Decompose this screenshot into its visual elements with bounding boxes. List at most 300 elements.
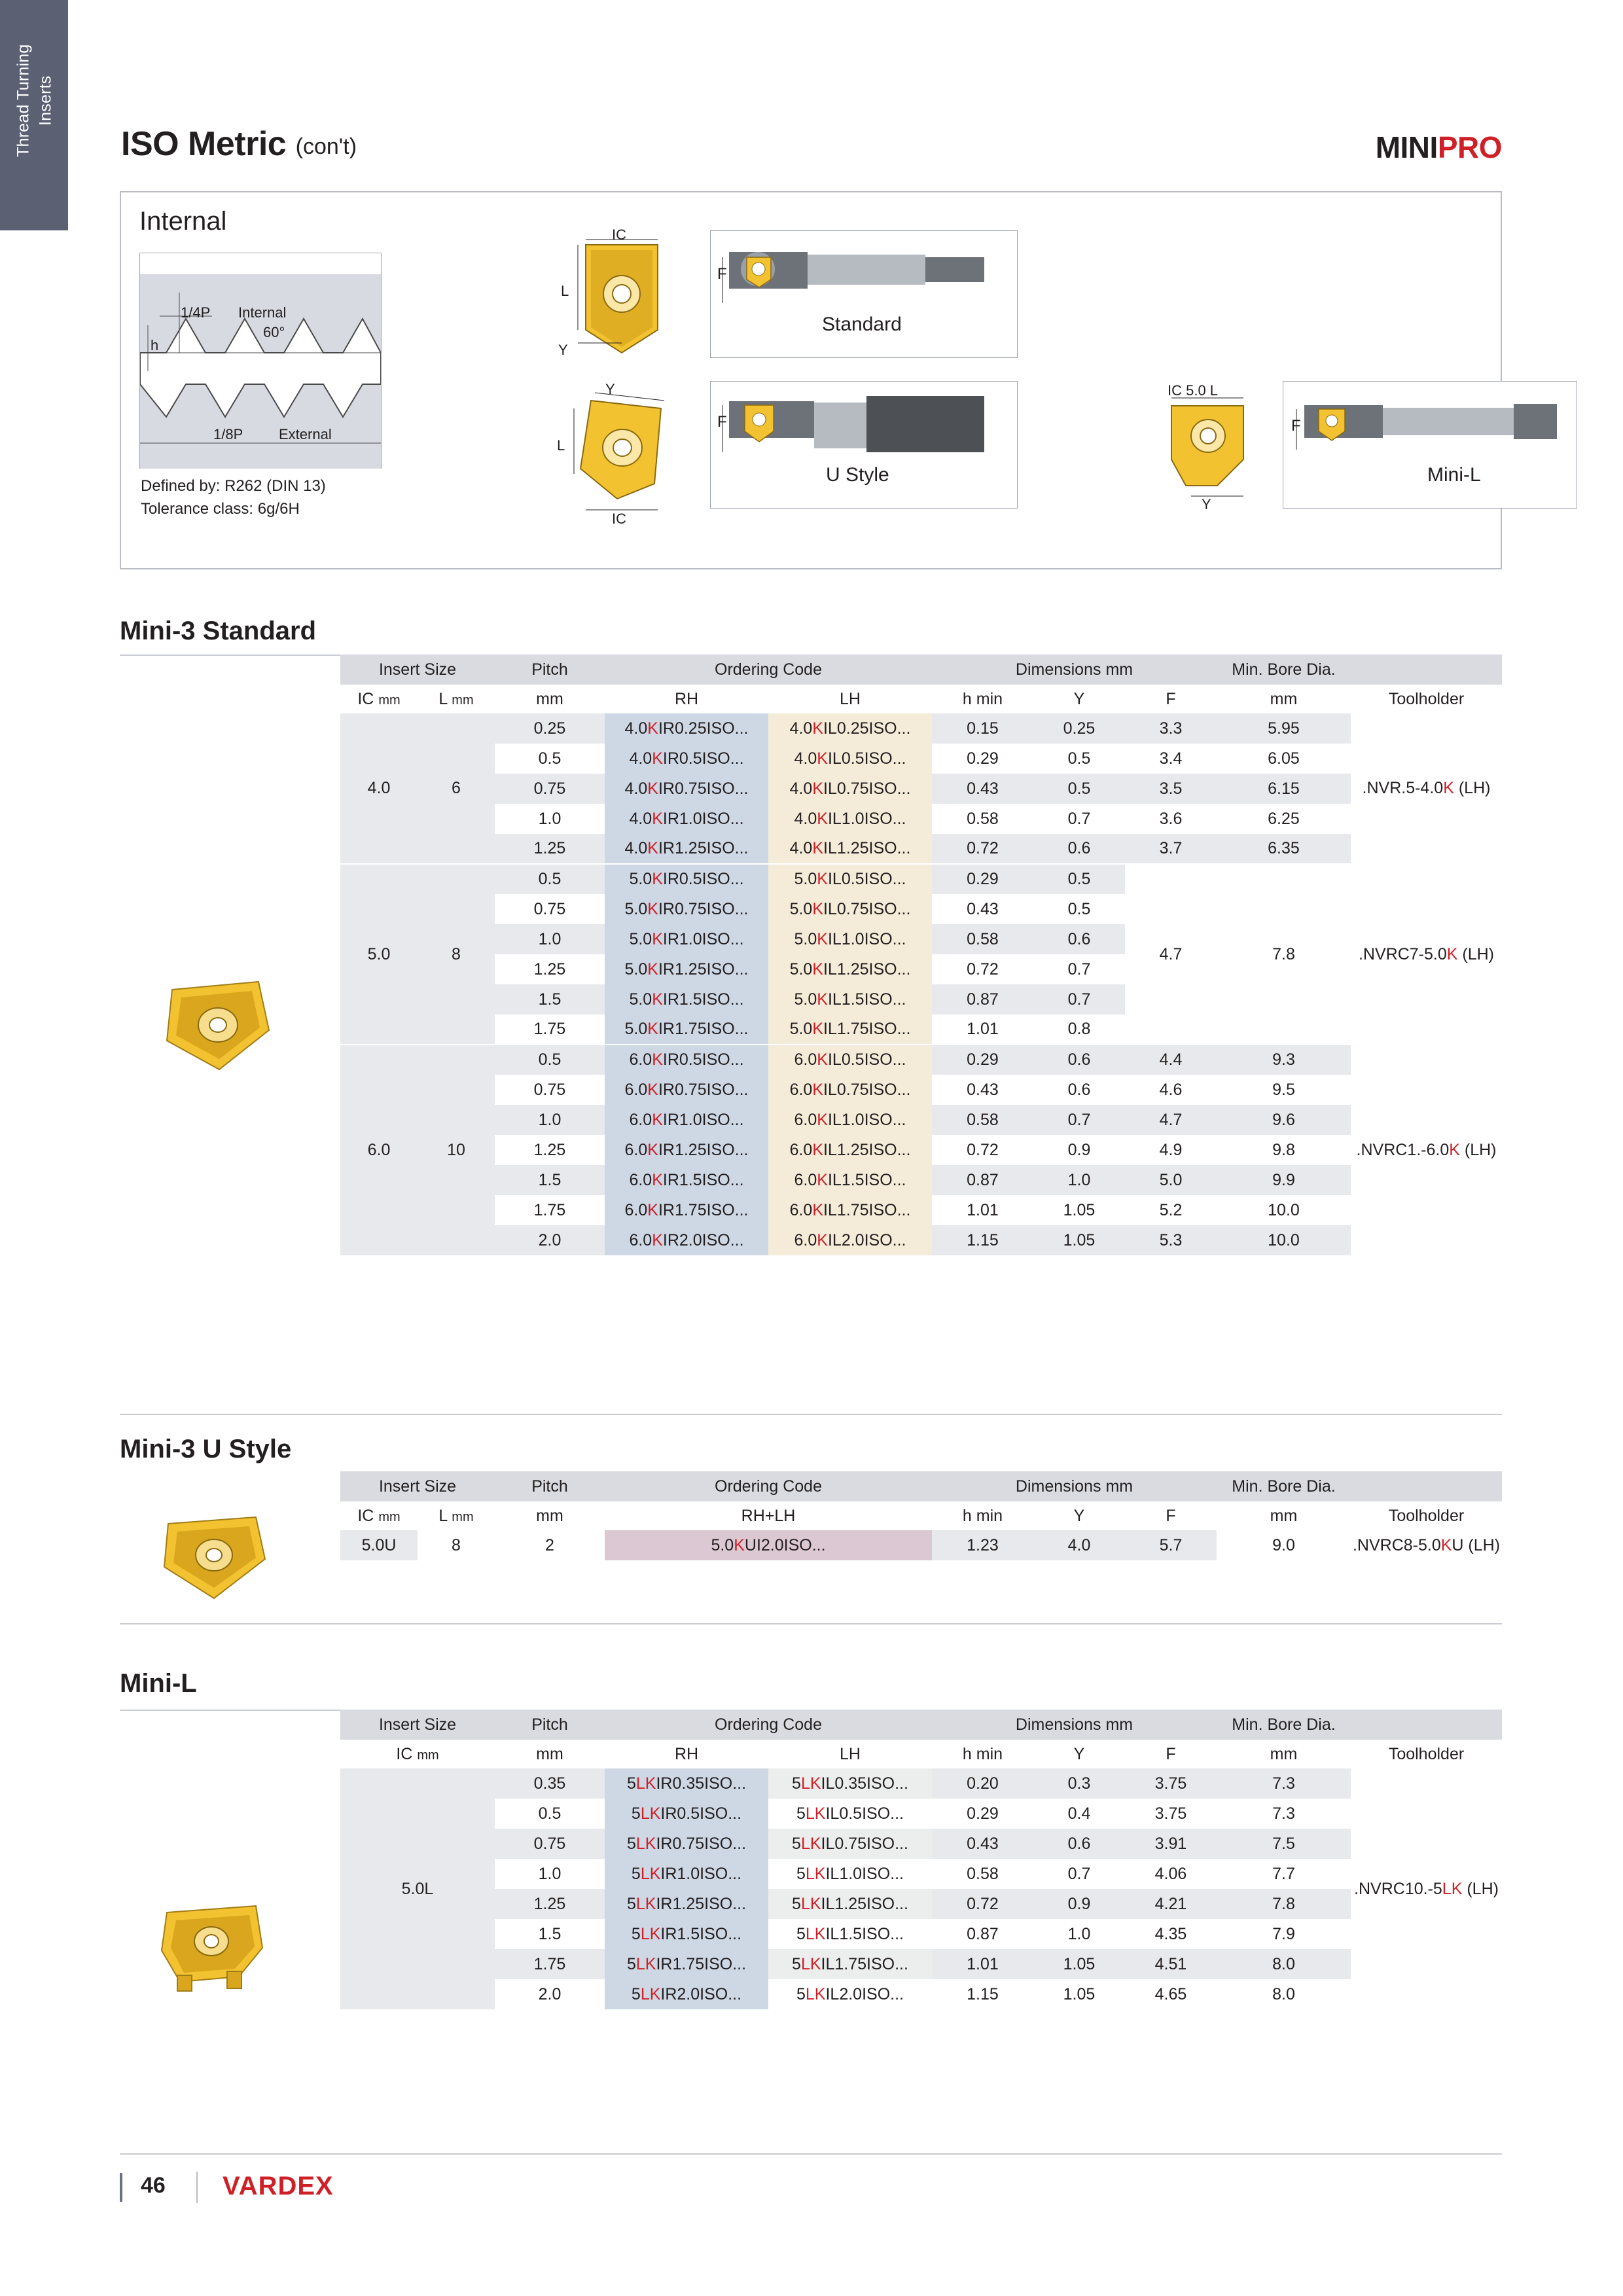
th-min-bore: Min. Bore Dia. — [1217, 655, 1351, 685]
cell-rh: 6.0KIR1.25ISO... — [605, 1135, 768, 1165]
th-pitch: Pitch — [495, 1710, 605, 1740]
insert-thumb-minil — [141, 1885, 285, 2003]
cell-hmin: 0.72 — [967, 960, 999, 978]
cell-bore: 7.8 — [1217, 864, 1351, 1045]
cell-y: 0.5 — [1067, 749, 1091, 768]
cell-rh: 4.0KIR1.0ISO... — [605, 804, 768, 834]
th-pitch: Pitch — [495, 1471, 605, 1501]
cell-hmin: 0.20 — [932, 1768, 1033, 1799]
th-ic-text: IC — [357, 689, 374, 708]
cell-hmin: 0.29 — [967, 1804, 999, 1823]
cell-hmin: 0.43 — [932, 1829, 1033, 1859]
th-toolholder: Toolholder — [1351, 1501, 1502, 1530]
cell-rh: 4.0KIR0.75ISO... — [605, 774, 768, 804]
cell-f: 4.65 — [1154, 1984, 1187, 2003]
cell-pitch: 1.0 — [538, 1864, 562, 1883]
label-ic-2: IC — [612, 511, 626, 527]
cell-rh: 5.0KIR0.75ISO... — [605, 894, 768, 924]
section-heading-minil: Mini-L — [120, 1669, 197, 1698]
cell-y: 0.7 — [1033, 984, 1125, 1014]
table-header-group-row — [340, 655, 1502, 685]
brand-pro: PRO — [1437, 130, 1502, 164]
cell-ic: 5.0 — [340, 864, 418, 1045]
page-title-main: ISO Metric — [121, 125, 287, 163]
cell-lh: 5LKIL1.25ISO... — [768, 1889, 932, 1919]
cell-y: 0.6 — [1067, 1080, 1091, 1099]
table-row — [340, 834, 1502, 864]
th-ordering-code: Ordering Code — [605, 655, 932, 685]
th-pitch: Pitch — [495, 655, 605, 685]
table-minil — [340, 1710, 1502, 2009]
cell-l: 10 — [418, 1045, 495, 1255]
cell-bore: 8.0 — [1272, 1984, 1295, 2003]
th-ordering-code: Ordering Code — [605, 1471, 932, 1501]
insert-thumb-ustyle — [141, 1499, 285, 1610]
th-min-bore: Min. Bore Dia. — [1217, 1710, 1351, 1740]
cell-f: 4.21 — [1125, 1889, 1217, 1919]
table-header-group-row — [340, 1710, 1502, 1740]
cell-f: 4.9 — [1159, 1140, 1183, 1159]
cell-lh: 5.0KIL1.75ISO... — [768, 1014, 932, 1045]
cell-hmin: 0.29 — [932, 864, 1033, 894]
insert-diagram-standard — [540, 226, 690, 376]
cell-f: 4.7 — [1125, 1105, 1217, 1135]
cell-bore: 7.3 — [1217, 1768, 1351, 1799]
th-insert-size: Insert Size — [340, 1471, 495, 1501]
cell-f: 3.7 — [1125, 834, 1217, 864]
cell-y: 0.25 — [1033, 713, 1125, 744]
cell-f: 4.51 — [1125, 1949, 1217, 1979]
cell-hmin: 0.87 — [967, 1924, 999, 1943]
th-dimensions: Dimensions mm — [932, 1710, 1217, 1740]
cell-lh: 5LKIL1.75ISO... — [768, 1949, 932, 1979]
internal-caption-line1: Defined by: R262 (DIN 13) — [141, 477, 326, 495]
cell-rh: 6.0KIR0.5ISO... — [605, 1045, 768, 1075]
cell-y: 0.9 — [1033, 1889, 1125, 1919]
th-pitch-mm: mm — [495, 1740, 605, 1768]
cell-pitch: 1.0 — [538, 809, 562, 828]
cell-bore: 7.8 — [1217, 1889, 1351, 1919]
cell-y: 0.6 — [1033, 924, 1125, 954]
table-row — [340, 1949, 1502, 1979]
cell-bore: 9.8 — [1272, 1140, 1295, 1159]
table-row — [340, 804, 1502, 834]
cell-toolholder: .NVRC7-5.0K (LH) — [1351, 864, 1502, 1045]
cell-y: 0.5 — [1067, 899, 1091, 918]
cell-pitch: 0.25 — [495, 713, 605, 744]
th-insert-size: Insert Size — [340, 1710, 495, 1740]
label-l-2: L — [557, 437, 565, 454]
cell-pitch: 1.25 — [495, 1889, 605, 1919]
cell-f: 3.75 — [1125, 1768, 1217, 1799]
cell-y: 1.05 — [1033, 1225, 1125, 1255]
cell-bore: 9.3 — [1217, 1045, 1351, 1075]
cell-bore: 7.3 — [1272, 1804, 1295, 1823]
table-header-sub-row — [340, 685, 1502, 713]
cell-lh: 5LKIL1.5ISO... — [796, 1924, 904, 1943]
cell-hmin: 0.29 — [967, 749, 999, 768]
cell-lh: 4.0KIL0.75ISO... — [768, 774, 932, 804]
cell-lh: 5.0KIL0.75ISO... — [768, 894, 932, 924]
cell-f: 3.5 — [1125, 774, 1217, 804]
th-toolholder-spacer — [1351, 1471, 1502, 1501]
cell-bore: 9.0 — [1272, 1535, 1295, 1554]
cell-rh: 6.0KIR1.5ISO... — [605, 1165, 768, 1195]
toolholder-ustyle-diagram — [710, 381, 1018, 509]
label-y-2: Y — [605, 381, 615, 397]
cell-ic: 5.0L — [340, 1768, 495, 2009]
cell-lh: 5LKIL0.75ISO... — [768, 1829, 932, 1859]
table-row — [340, 1829, 1502, 1859]
table-header-sub-row — [340, 1740, 1502, 1768]
cell-hmin: 0.72 — [967, 1140, 999, 1159]
cell-rh: 5.0KIR1.0ISO... — [605, 924, 768, 954]
thread-profile-diagram — [139, 253, 382, 469]
cell-pitch: 0.75 — [495, 774, 605, 804]
cell-bore: 7.9 — [1272, 1924, 1295, 1943]
table-row — [340, 713, 1502, 744]
th-y: Y — [1033, 1740, 1125, 1768]
cell-pitch: 1.0 — [495, 924, 605, 954]
cell-lh: 5.0KIL1.0ISO... — [768, 924, 932, 954]
cell-bore: 10.0 — [1217, 1225, 1351, 1255]
th-f: F — [1125, 685, 1217, 713]
th-ic: IC mm — [340, 1740, 495, 1768]
th-l — [418, 685, 495, 713]
table-header-group-row — [340, 1471, 1502, 1501]
insert-diagram-ustyle — [540, 382, 697, 529]
cell-pitch: 1.25 — [533, 1140, 566, 1159]
cell-bore: 6.25 — [1268, 809, 1300, 828]
cell-y: 0.7 — [1067, 960, 1091, 978]
table-mini3-ustyle — [340, 1471, 1502, 1560]
label-eighth-p: 1/8P — [213, 426, 243, 442]
label-ic-1: IC — [612, 226, 626, 243]
cell-rh: 5.0KIR1.5ISO... — [605, 984, 768, 1014]
th-rh-lh: RH+LH — [605, 1501, 932, 1530]
table-row — [340, 1530, 1502, 1560]
label-ic-3: IC 5.0 L — [1168, 382, 1219, 399]
cell-y: 4.0 — [1033, 1530, 1125, 1560]
cell-hmin: 0.15 — [932, 713, 1033, 744]
label-h: h — [151, 337, 159, 353]
cell-ic: 4.0 — [340, 713, 418, 864]
th-bore-mm: mm — [1217, 1740, 1351, 1768]
cell-rh: 5LKIR2.0ISO... — [605, 1979, 768, 2009]
cell-toolholder: .NVRC8-5.0KU (LH) — [1352, 1535, 1501, 1554]
cell-y: 1.0 — [1033, 1165, 1125, 1195]
cell-rh: 5LKIR0.35ISO... — [605, 1768, 768, 1799]
th-ordering-code: Ordering Code — [605, 1710, 932, 1740]
divider-after-mini3 — [120, 1414, 1502, 1415]
cell-bore: 8.0 — [1217, 1949, 1351, 1979]
cell-rh: 6.0KIR2.0ISO... — [605, 1225, 768, 1255]
table-row — [340, 1859, 1502, 1889]
cell-pitch: 1.75 — [533, 1020, 566, 1038]
cell-hmin: 0.58 — [967, 809, 999, 828]
table-row — [340, 1225, 1502, 1255]
th-ic: IC mm — [340, 1501, 418, 1530]
table-row — [340, 1165, 1502, 1195]
label-internal: Internal — [238, 304, 287, 321]
insert-diagram-minil — [1145, 381, 1276, 512]
cell-y: 0.6 — [1033, 1829, 1125, 1859]
cell-f: 5.0 — [1125, 1165, 1217, 1195]
cell-lh: 5.0KIL1.25ISO... — [768, 954, 932, 984]
cell-y: 0.7 — [1067, 809, 1091, 828]
cell-pitch: 0.75 — [533, 899, 566, 918]
page-number: 46 — [141, 2173, 166, 2198]
cell-code: 5.0KUI2.0ISO... — [605, 1530, 932, 1560]
th-lh: LH — [768, 685, 932, 713]
th-dimensions: Dimensions mm — [932, 655, 1217, 685]
internal-panel — [120, 191, 1502, 569]
cell-l: 8 — [452, 1535, 461, 1554]
th-hmin: h min — [932, 1740, 1033, 1768]
cell-rh: 6.0KIR1.0ISO... — [605, 1105, 768, 1135]
cell-hmin: 0.87 — [932, 1165, 1033, 1195]
page-title — [121, 124, 1502, 170]
cell-hmin: 0.58 — [932, 1105, 1033, 1135]
cell-bore: 6.35 — [1217, 834, 1351, 864]
th-ic-unit: mm — [378, 692, 401, 708]
cell-lh: 6.0KIL1.5ISO... — [768, 1165, 932, 1195]
label-y-1: Y — [558, 342, 568, 358]
th-rh: RH — [605, 685, 768, 713]
table-row — [340, 1919, 1502, 1949]
th-rh: RH — [605, 1740, 768, 1768]
cell-lh: 5LKIL1.0ISO... — [796, 1864, 904, 1883]
internal-title: Internal — [139, 207, 227, 236]
cell-l: 6 — [418, 713, 495, 864]
cell-bore: 9.9 — [1217, 1165, 1351, 1195]
cell-pitch: 0.5 — [495, 1045, 605, 1075]
cell-lh: 6.0KIL1.25ISO... — [768, 1135, 932, 1165]
table-row — [340, 744, 1502, 774]
cell-bore: 6.15 — [1217, 774, 1351, 804]
label-f-standard: F — [717, 265, 727, 283]
cell-hmin: 1.15 — [932, 1225, 1033, 1255]
cell-pitch: 0.35 — [495, 1768, 605, 1799]
table-row — [340, 1889, 1502, 1919]
table-row — [340, 1105, 1502, 1135]
label-angle: 60° — [263, 324, 285, 340]
th-ic — [340, 685, 418, 713]
table-row — [340, 774, 1502, 804]
cell-l: 8 — [418, 864, 495, 1045]
cell-f: 4.7 — [1125, 864, 1217, 1045]
cell-lh: 6.0KIL0.5ISO... — [768, 1045, 932, 1075]
cell-pitch: 2.0 — [495, 1225, 605, 1255]
cell-hmin: 0.72 — [932, 1889, 1033, 1919]
side-tab-label — [12, 0, 57, 209]
cell-bore: 7.5 — [1217, 1829, 1351, 1859]
cell-f: 5.3 — [1125, 1225, 1217, 1255]
cell-lh: 6.0KIL0.75ISO... — [768, 1075, 932, 1105]
section-heading-mini3-ustyle: Mini-3 U Style — [120, 1435, 292, 1463]
cell-y: 0.6 — [1033, 834, 1125, 864]
cell-rh: 5LKIR0.75ISO... — [605, 1829, 768, 1859]
cell-rh: 4.0KIR0.5ISO... — [605, 744, 768, 774]
side-tab-line2: Inserts — [36, 75, 54, 126]
cell-hmin: 1.23 — [932, 1530, 1033, 1560]
cell-lh: 6.0KIL1.0ISO... — [768, 1105, 932, 1135]
label-quarter-p: 1/4P — [181, 304, 211, 321]
th-toolholder: Toolholder — [1351, 685, 1502, 713]
cell-hmin: 1.01 — [932, 1949, 1033, 1979]
cell-y: 0.5 — [1033, 774, 1125, 804]
cell-hmin: 0.58 — [967, 1864, 999, 1883]
divider-after-ustyle — [120, 1623, 1502, 1624]
cell-y: 1.0 — [1067, 1924, 1091, 1943]
cell-pitch: 0.75 — [495, 1829, 605, 1859]
cell-f: 5.7 — [1125, 1530, 1217, 1560]
cell-hmin: 1.15 — [967, 1984, 999, 2003]
cell-bore: 10.0 — [1268, 1200, 1300, 1219]
internal-caption — [141, 475, 326, 521]
cell-rh: 5LKIR1.25ISO... — [605, 1889, 768, 1919]
cell-y: 0.8 — [1067, 1020, 1091, 1038]
cell-rh: 5.0KIR0.5ISO... — [605, 864, 768, 894]
table-row — [340, 1075, 1502, 1105]
table-mini3-standard — [340, 655, 1502, 1255]
brand-mini: MINI — [1375, 130, 1438, 164]
side-tab-line1: Thread Turning — [14, 44, 33, 157]
cell-f: 5.2 — [1159, 1200, 1183, 1219]
cell-hmin: 0.87 — [932, 984, 1033, 1014]
holder-ustyle-label: U Style — [826, 464, 889, 486]
th-pitch-mm: mm — [495, 685, 605, 713]
toolholder-standard-diagram — [710, 230, 1018, 358]
brand-logo — [1376, 130, 1502, 165]
th-toolholder-spacer — [1351, 1710, 1502, 1740]
cell-hmin: 0.72 — [932, 834, 1033, 864]
th-toolholder: Toolholder — [1351, 1740, 1502, 1768]
cell-lh: 4.0KIL1.0ISO... — [768, 804, 932, 834]
table-row — [340, 864, 1502, 894]
cell-rh: 5.0KIR1.25ISO... — [605, 954, 768, 984]
cell-pitch: 1.5 — [495, 984, 605, 1014]
th-l-text: L — [438, 689, 448, 708]
th-y: Y — [1033, 685, 1125, 713]
cell-lh: 5LKIL0.5ISO... — [796, 1804, 904, 1823]
cell-toolholder: .NVR.5-4.0K (LH) — [1362, 779, 1491, 797]
table-row — [340, 1768, 1502, 1799]
cell-y: 0.9 — [1067, 1140, 1091, 1159]
cell-pitch: 1.5 — [538, 1924, 562, 1943]
cell-pitch: 1.25 — [533, 960, 566, 978]
cell-pitch: 1.25 — [495, 834, 605, 864]
cell-rh: 5.0KIR1.75ISO... — [605, 1014, 768, 1045]
cell-pitch: 0.75 — [533, 1080, 566, 1099]
cell-hmin: 0.29 — [932, 1045, 1033, 1075]
th-l: L mm — [418, 1501, 495, 1530]
cell-bore: 9.5 — [1272, 1080, 1295, 1099]
cell-f: 3.4 — [1159, 749, 1183, 768]
th-lh: LH — [768, 1740, 932, 1768]
cell-pitch: 0.5 — [495, 864, 605, 894]
th-toolholder-spacer — [1351, 655, 1502, 685]
cell-f: 3.75 — [1154, 1804, 1187, 1823]
cell-lh: 6.0KIL2.0ISO... — [768, 1225, 932, 1255]
cell-y: 0.7 — [1033, 1105, 1125, 1135]
cell-pitch: 0.5 — [538, 1804, 562, 1823]
footer-separator — [196, 2172, 198, 2203]
holder-standard-label: Standard — [822, 314, 902, 335]
cell-pitch: 0.5 — [538, 749, 562, 768]
footer-company-logo: VARDEX — [223, 2172, 334, 2200]
table-row — [340, 1979, 1502, 2009]
cell-hmin: 1.01 — [967, 1200, 999, 1219]
cell-toolholder: .NVRC10.-5LK (LH) — [1354, 1879, 1499, 1898]
cell-pitch: 2 — [545, 1535, 554, 1554]
cell-f: 4.4 — [1125, 1045, 1217, 1075]
cell-bore: 7.7 — [1272, 1864, 1295, 1883]
cell-f: 3.6 — [1159, 809, 1183, 828]
cell-hmin: 0.43 — [932, 774, 1033, 804]
cell-ic: 6.0 — [340, 1045, 418, 1255]
cell-y: 0.3 — [1033, 1768, 1125, 1799]
cell-pitch: 2.0 — [538, 1984, 562, 2003]
cell-lh: 4.0KIL1.25ISO... — [768, 834, 932, 864]
cell-lh: 4.0KIL0.5ISO... — [768, 744, 932, 774]
insert-thumb-mini3 — [141, 962, 291, 1086]
label-f-minil: F — [1291, 417, 1301, 435]
cell-f: 3.91 — [1125, 1829, 1217, 1859]
cell-y: 0.6 — [1033, 1045, 1125, 1075]
toolholder-minil-diagram — [1283, 381, 1577, 509]
table-header-sub-row — [340, 1501, 1502, 1530]
table-row — [340, 1195, 1502, 1225]
footer-divider — [120, 2153, 1502, 2155]
cell-toolholder: .NVRC1.-6.0K (LH) — [1351, 1045, 1502, 1255]
cell-f: 4.6 — [1159, 1080, 1183, 1099]
th-dimensions: Dimensions mm — [932, 1471, 1217, 1501]
cell-rh: 4.0KIR0.25ISO... — [605, 713, 768, 744]
cell-rh: 5LKIR1.5ISO... — [605, 1919, 768, 1949]
cell-y: 1.05 — [1063, 1984, 1096, 2003]
cell-lh: 5LKIL2.0ISO... — [796, 1984, 904, 2003]
side-tab — [0, 0, 68, 230]
page-marker — [120, 2173, 122, 2202]
cell-y: 0.5 — [1033, 864, 1125, 894]
label-f-ustyle: F — [717, 413, 727, 431]
cell-bore: 9.6 — [1217, 1105, 1351, 1135]
th-bore-mm: mm — [1217, 1501, 1351, 1530]
cell-pitch: 1.0 — [495, 1105, 605, 1135]
cell-pitch: 1.75 — [495, 1949, 605, 1979]
cell-f: 4.06 — [1154, 1864, 1187, 1883]
cell-f: 3.3 — [1125, 713, 1217, 744]
cell-lh: 6.0KIL1.75ISO... — [768, 1195, 932, 1225]
cell-lh: 4.0KIL0.25ISO... — [768, 713, 932, 744]
cell-hmin: 0.43 — [967, 1080, 999, 1099]
cell-hmin: 0.43 — [967, 899, 999, 918]
cell-hmin: 1.01 — [967, 1020, 999, 1038]
cell-y: 0.7 — [1067, 1864, 1091, 1883]
th-min-bore: Min. Bore Dia. — [1217, 1471, 1351, 1501]
page-title-sub: (con't) — [295, 134, 357, 159]
th-f: F — [1125, 1740, 1217, 1768]
cell-lh: 5.0KIL1.5ISO... — [768, 984, 932, 1014]
th-insert-size: Insert Size — [340, 655, 495, 685]
cell-y: 1.05 — [1033, 1949, 1125, 1979]
internal-caption-line2: Tolerance class: 6g/6H — [141, 499, 300, 518]
cell-rh: 5LKIR1.75ISO... — [605, 1949, 768, 1979]
cell-rh: 4.0KIR1.25ISO... — [605, 834, 768, 864]
cell-lh: 5.0KIL0.5ISO... — [768, 864, 932, 894]
cell-pitch: 1.5 — [495, 1165, 605, 1195]
